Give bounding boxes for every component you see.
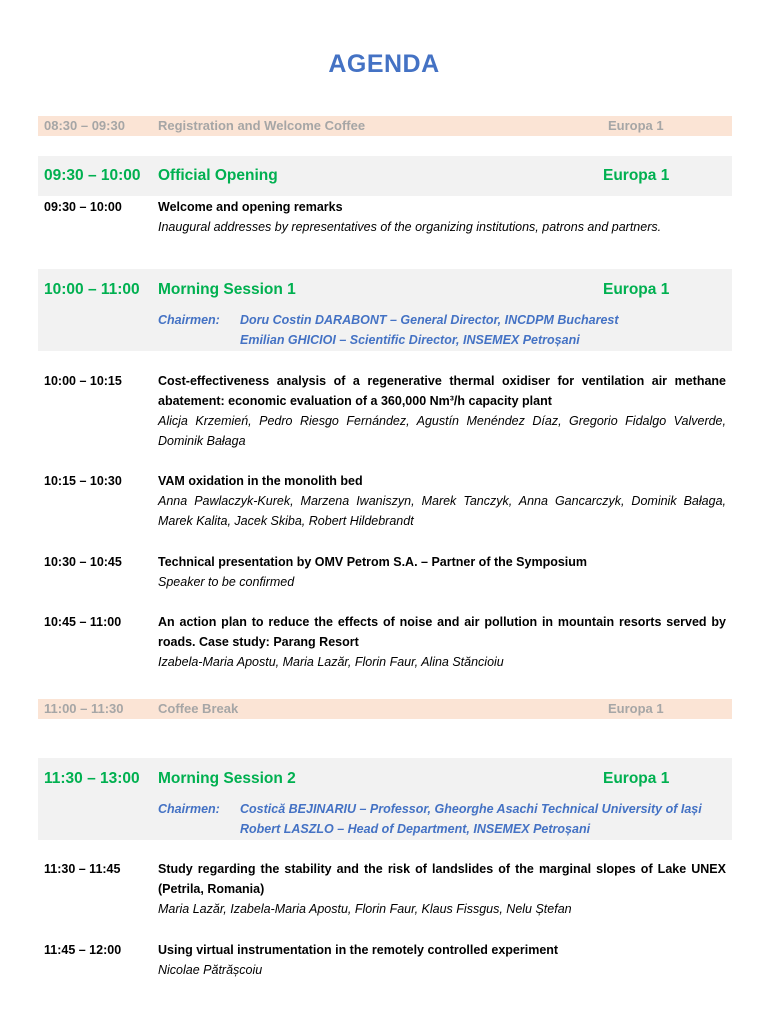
session2-header	[38, 768, 732, 790]
chairman: Robert LASZLO – Head of Department, INSEMEX Petroșani	[240, 822, 591, 836]
item-title: Welcome and opening remarks	[158, 200, 343, 214]
item-title: An action plan to reduce the effects of noise and air pollution in mountain resorts served by roads. Case study: Parang Resort	[158, 615, 726, 649]
coffee-room: Europa 1	[608, 701, 664, 716]
chairmen-label: Chairmen:	[158, 313, 220, 327]
session1-label: Morning Session 1	[158, 281, 296, 298]
registration-row	[38, 116, 732, 136]
chairman: Costică BEJINARIU – Professor, Gheorghe Asachi Technical University of Iași	[240, 802, 702, 816]
session1-time: 10:00 – 11:00	[44, 281, 140, 298]
item-note: Inaugural addresses by representatives of the organizing institutions, patrons and partners.	[158, 220, 662, 234]
item-authors: Maria Lazăr, Izabela-Maria Apostu, Florin Faur, Klaus Fissgus, Nelu Ștefan	[158, 902, 572, 916]
item-time: 11:30 – 11:45	[44, 862, 121, 876]
coffee-label: Coffee Break	[158, 701, 239, 716]
session2-room: Europa 1	[603, 770, 670, 787]
item-authors: Izabela-Maria Apostu, Maria Lazăr, Florin Faur, Alina Stăncioiu	[158, 655, 504, 669]
item-title: Study regarding the stability and the risk of landslides of the marginal slopes of Lake UNEX (Petrila, Romania)	[158, 862, 726, 896]
item-title: VAM oxidation in the monolith bed	[158, 474, 363, 488]
session2-time: 11:30 – 13:00	[44, 770, 140, 787]
opening-label: Official Opening	[158, 167, 278, 184]
item-time: 09:30 – 10:00	[44, 200, 122, 214]
item-authors: Speaker to be confirmed	[158, 575, 295, 589]
registration-time: 08:30 – 09:30	[44, 118, 125, 133]
item-authors: Alicja Krzemień, Pedro Riesgo Fernández, Agustín Menéndez Díaz, Gregorio Fidalgo Valverde, Dominik Bałaga	[158, 414, 726, 448]
item-time: 10:00 – 10:15	[44, 374, 122, 388]
chairmen-label: Chairmen:	[158, 802, 220, 816]
item-time: 10:15 – 10:30	[44, 474, 122, 488]
item-time: 10:45 – 11:00	[44, 615, 122, 629]
item-title: Cost-effectiveness analysis of a regenerative thermal oxidiser for ventilation air methane abatement: economic evaluation of a 360,000 Nm³/h capacity plant	[158, 374, 726, 408]
session2-label: Morning Session 2	[158, 770, 296, 787]
item-title: Technical presentation by OMV Petrom S.A. – Partner of the Symposium	[158, 555, 588, 569]
opening-time: 09:30 – 10:00	[44, 167, 141, 184]
opening-header	[38, 165, 732, 187]
chairman: Emilian GHICIOI – Scientific Director, INSEMEX Petroșani	[240, 333, 580, 347]
registration-label: Registration and Welcome Coffee	[158, 118, 366, 133]
chairman: Doru Costin DARABONT – General Director, INCDPM Bucharest	[240, 313, 619, 327]
coffee-time: 11:00 – 11:30	[44, 701, 124, 716]
item-title: Using virtual instrumentation in the remotely controlled experiment	[158, 943, 559, 957]
registration-room: Europa 1	[608, 118, 664, 133]
opening-room: Europa 1	[603, 167, 670, 184]
page-title: AGENDA	[328, 50, 440, 78]
item-authors: Nicolae Pătrășcoiu	[158, 963, 263, 977]
coffee-row	[38, 699, 732, 719]
item-time: 10:30 – 10:45	[44, 555, 122, 569]
item-authors: Anna Pawlaczyk-Kurek, Marzena Iwaniszyn, Marek Tanczyk, Anna Gancarczyk, Dominik Bałaga, Marek Kalita, Jacek Skiba, Robert Hildebrandt	[158, 494, 726, 528]
session1-room: Europa 1	[603, 281, 670, 298]
item-time: 11:45 – 12:00	[44, 943, 122, 957]
session1-header	[38, 279, 732, 301]
